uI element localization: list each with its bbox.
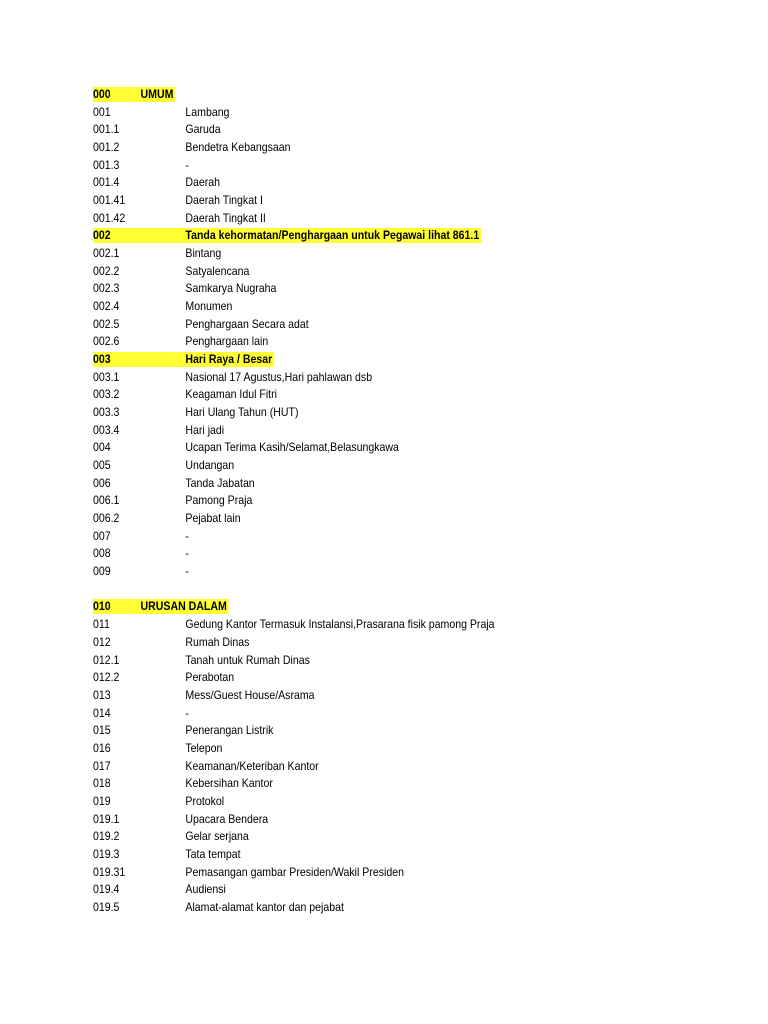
table-row: [93, 652, 656, 670]
table-row: [93, 316, 656, 334]
code-cell: 017: [93, 758, 111, 773]
table-row: [93, 828, 656, 846]
description-cell: Perabotan: [185, 670, 235, 685]
code-cell: 019: [93, 793, 111, 808]
description-cell: Audiensi: [185, 882, 226, 897]
code-cell: 013: [93, 687, 111, 702]
code-cell: 011: [93, 617, 110, 632]
code-cell: 012: [93, 634, 111, 649]
code-cell: 019.1: [93, 811, 120, 826]
code-cell: 001.41: [93, 193, 126, 208]
table-row: [93, 439, 656, 457]
table-row: [93, 139, 656, 157]
table-row: [93, 369, 656, 387]
section-header-row: [93, 351, 656, 369]
code-cell: 009: [93, 564, 111, 579]
code-cell: 002.2: [93, 263, 120, 278]
table-row: [93, 121, 656, 139]
table-row: [93, 634, 656, 652]
code-cell: 019.3: [93, 846, 120, 861]
table-row: [93, 263, 656, 281]
code-cell: 012.2: [93, 670, 120, 685]
code-cell: 002.5: [93, 316, 120, 331]
description-cell: Pejabat lain: [185, 511, 241, 526]
table-row: [93, 563, 656, 581]
code-cell: 002.6: [93, 334, 120, 349]
description-cell: Undangan: [185, 458, 235, 473]
code-cell: 007: [93, 528, 111, 543]
section-title: UMUM: [140, 87, 174, 101]
code-cell: 003: [93, 352, 111, 367]
table-row: [93, 811, 656, 829]
description-cell: -: [185, 705, 189, 720]
table-row: [93, 758, 656, 776]
code-cell: 018: [93, 776, 111, 791]
description-cell: Bendetra Kebangsaan: [185, 140, 291, 155]
description-cell: Penghargaan Secara adat: [185, 316, 309, 331]
description-cell: Lambang: [185, 104, 230, 119]
code-cell: 016: [93, 740, 111, 755]
classification-table: [93, 86, 733, 917]
code-cell: 003.2: [93, 387, 120, 402]
description-cell: Tanah untuk Rumah Dinas: [185, 652, 310, 667]
table-row: [93, 457, 656, 475]
description-cell: Kebersihan Kantor: [185, 776, 273, 791]
description-cell: Bintang: [185, 246, 222, 261]
table-row: [93, 669, 656, 687]
blank-row: [93, 581, 656, 599]
code-cell: 002.4: [93, 299, 120, 314]
description-cell: Tata tempat: [185, 846, 241, 861]
description-cell: Tanda Jabatan: [185, 475, 255, 490]
code-cell: 019.4: [93, 882, 120, 897]
description-cell: Keagaman Idul Fitri: [185, 387, 277, 402]
description-cell: Samkarya Nugraha: [185, 281, 277, 296]
description-cell: Penerangan Listrik: [185, 723, 274, 738]
code-cell: 002.1: [93, 246, 120, 261]
code-cell: 003.1: [93, 369, 120, 384]
table-row: [93, 775, 656, 793]
code-cell: 019.31: [93, 864, 126, 879]
description-cell: Pemasangan gambar Presiden/Wakil Presiden: [185, 864, 404, 879]
section-header-row: [93, 598, 656, 616]
table-row: [93, 280, 656, 298]
description-cell: Hari jadi: [185, 422, 225, 437]
table-row: [93, 298, 656, 316]
code-cell: 006.1: [93, 493, 120, 508]
table-row: [93, 245, 656, 263]
code-cell: 008: [93, 546, 111, 561]
description-cell: -: [185, 528, 189, 543]
section-header-row: [93, 86, 656, 104]
description-cell: Ucapan Terima Kasih/Selamat,Belasungkawa: [185, 440, 399, 455]
description-cell: Rumah Dinas: [185, 634, 250, 649]
table-row: [93, 864, 656, 882]
table-row: [93, 616, 656, 634]
description-cell: Nasional 17 Agustus,Hari pahlawan dsb: [185, 369, 373, 384]
description-cell: Gelar serjana: [185, 829, 249, 844]
description-cell: Hari Ulang Tahun (HUT): [185, 405, 299, 420]
code-cell: 012.1: [93, 652, 120, 667]
code-cell: 001.1: [93, 122, 120, 137]
code-cell: 006.2: [93, 511, 120, 526]
description-cell: Daerah: [185, 175, 221, 190]
table-row: [93, 404, 656, 422]
code-cell: 001: [93, 104, 111, 119]
description-cell: Mess/Guest House/Asrama: [185, 687, 315, 702]
description-cell: -: [185, 564, 189, 579]
table-row: [93, 104, 656, 122]
description-cell: Daerah Tingkat II: [185, 210, 266, 225]
table-row: [93, 793, 656, 811]
code-cell: 014: [93, 705, 111, 720]
code-cell: 019.5: [93, 899, 120, 914]
code-cell: 003.4: [93, 422, 120, 437]
description-cell: Keamanan/Keteriban Kantor: [185, 758, 319, 773]
table-row: [93, 475, 656, 493]
description-cell: -: [185, 157, 189, 172]
description-cell: Upacara Bendera: [185, 811, 269, 826]
code-cell: 000: [93, 87, 111, 101]
description-cell: Pamong Praja: [185, 493, 253, 508]
description-cell: Telepon: [185, 740, 223, 755]
table-row: [93, 422, 656, 440]
code-cell: 010: [93, 599, 111, 614]
table-row: [93, 386, 656, 404]
description-cell: Daerah Tingkat I: [185, 193, 263, 208]
table-row: [93, 881, 656, 899]
table-row: [93, 687, 656, 705]
description-cell: Satyalencana: [185, 263, 250, 278]
code-cell: 001.4: [93, 175, 120, 190]
table-row: [93, 545, 656, 563]
code-cell: 001.42: [93, 210, 126, 225]
table-row: [93, 528, 656, 546]
section-title: URUSAN DALAM: [140, 599, 227, 614]
table-row: [93, 899, 656, 917]
description-cell: Protokol: [185, 793, 225, 808]
code-cell: 002: [93, 228, 111, 243]
description-cell: Tanda kehormatan/Penghargaan untuk Pegawai lihat 861.1: [185, 228, 480, 243]
table-row: [93, 192, 656, 210]
table-row: [93, 210, 656, 228]
table-row: [93, 846, 656, 864]
table-row: [93, 492, 656, 510]
table-row: [93, 705, 656, 723]
description-cell: Garuda: [185, 122, 221, 137]
code-cell: 001.3: [93, 157, 120, 172]
description-cell: Gedung Kantor Termasuk Instalansi,Prasarana fisik pamong Praja: [185, 617, 495, 632]
section-header-row: [93, 227, 656, 245]
description-cell: -: [185, 546, 189, 561]
description-cell: Alamat-alamat kantor dan pejabat: [185, 899, 344, 914]
code-cell: 015: [93, 723, 111, 738]
code-cell: 006: [93, 475, 111, 490]
code-cell: 001.2: [93, 140, 120, 155]
code-cell: 019.2: [93, 829, 120, 844]
table-row: [93, 333, 656, 351]
table-row: [93, 740, 656, 758]
table-row: [93, 722, 656, 740]
description-cell: Monumen: [185, 299, 233, 314]
table-row: [93, 157, 656, 175]
code-cell: 003.3: [93, 405, 120, 420]
description-cell: Penghargaan lain: [185, 334, 269, 349]
table-row: [93, 174, 656, 192]
code-cell: 004: [93, 440, 111, 455]
code-cell: 002.3: [93, 281, 120, 296]
table-row: [93, 510, 656, 528]
code-cell: 005: [93, 458, 111, 473]
description-cell: Hari Raya / Besar: [185, 352, 273, 367]
